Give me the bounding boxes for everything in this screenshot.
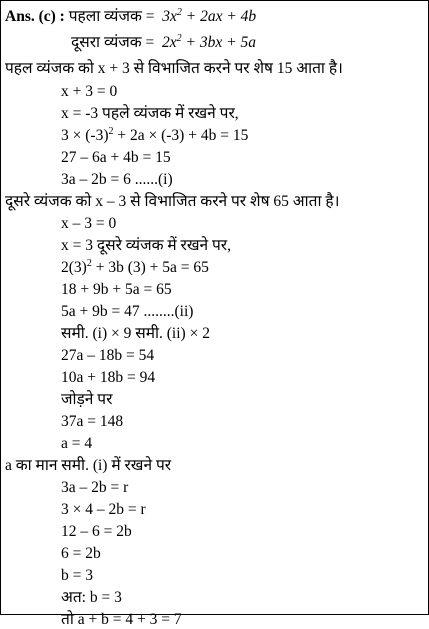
equation-i: 3a – 2b = 6 ......(i) — [61, 171, 173, 188]
step-text: + 3b (3) + 5a = 65 — [91, 259, 209, 276]
statement-second-division: दूसरे व्यंजक को x – 3 से विभाजित करने पर शेष 65 आता है। — [5, 193, 340, 210]
step-line: 12 – 6 = 2b — [61, 523, 132, 540]
step-line: x + 3 = 0 — [61, 83, 118, 100]
step-text: 3 × (-3) — [61, 127, 109, 144]
answer-label: Ans. (c) : — [5, 8, 65, 25]
second-expression-row — [71, 33, 256, 52]
step-line: 18 + 9b + 5a = 65 — [61, 281, 172, 298]
step-line: अत: b = 3 — [61, 589, 122, 606]
statement-substitution: a का मान समी. (i) में रखने पर — [5, 457, 172, 474]
second-expression-label: दूसरा व्यंजक = — [71, 34, 155, 51]
step-line: b = 3 — [61, 567, 93, 584]
step-line: x = 3 दूसरे व्यंजक में रखने पर, — [61, 237, 232, 254]
step-line: x = -3 पहले व्यंजक में रखने पर, — [61, 105, 239, 122]
statement-first-division: पहल व्यंजक को x + 3 से विभाजित करने पर शेष 15 आता है। — [5, 60, 343, 77]
final-answer: तो a + b = 4 + 3 = 7 — [61, 611, 182, 628]
exponent: 2 — [108, 126, 114, 137]
step-line: 27 – 6a + 4b = 15 — [61, 149, 171, 166]
step-line: 3 × 4 – 2b = r — [61, 501, 146, 518]
step-line: समी. (i) × 9 समी. (ii) × 2 — [61, 325, 210, 342]
step-line: 27a – 18b = 54 — [61, 347, 155, 364]
first-expression: $3x^2 + 2ax + 4b$ — [158, 7, 257, 25]
second-expression: $2x^2 + 3bx + 5a$ — [158, 33, 256, 51]
step-line: 37a = 148 — [61, 413, 124, 430]
step-text: + 2a × (-3) + 4b = 15 — [113, 127, 249, 144]
step-line: x – 3 = 0 — [61, 215, 117, 232]
step-line: जोड़ने पर — [61, 391, 113, 408]
answer-first-expression — [5, 7, 256, 26]
equation-ii: 5a + 9b = 47 ........(ii) — [61, 303, 194, 320]
step-line: a = 4 — [61, 435, 93, 452]
step-line: 10a + 18b = 94 — [61, 369, 156, 386]
step-line — [61, 126, 248, 145]
step-line: 6 = 2b — [61, 545, 101, 562]
step-text: 2(3) — [61, 259, 87, 276]
first-expression-label: पहला व्यंजक = — [68, 8, 155, 25]
step-line: 3a – 2b = r — [61, 479, 129, 496]
step-line — [61, 258, 209, 277]
exponent: 2 — [86, 258, 92, 269]
